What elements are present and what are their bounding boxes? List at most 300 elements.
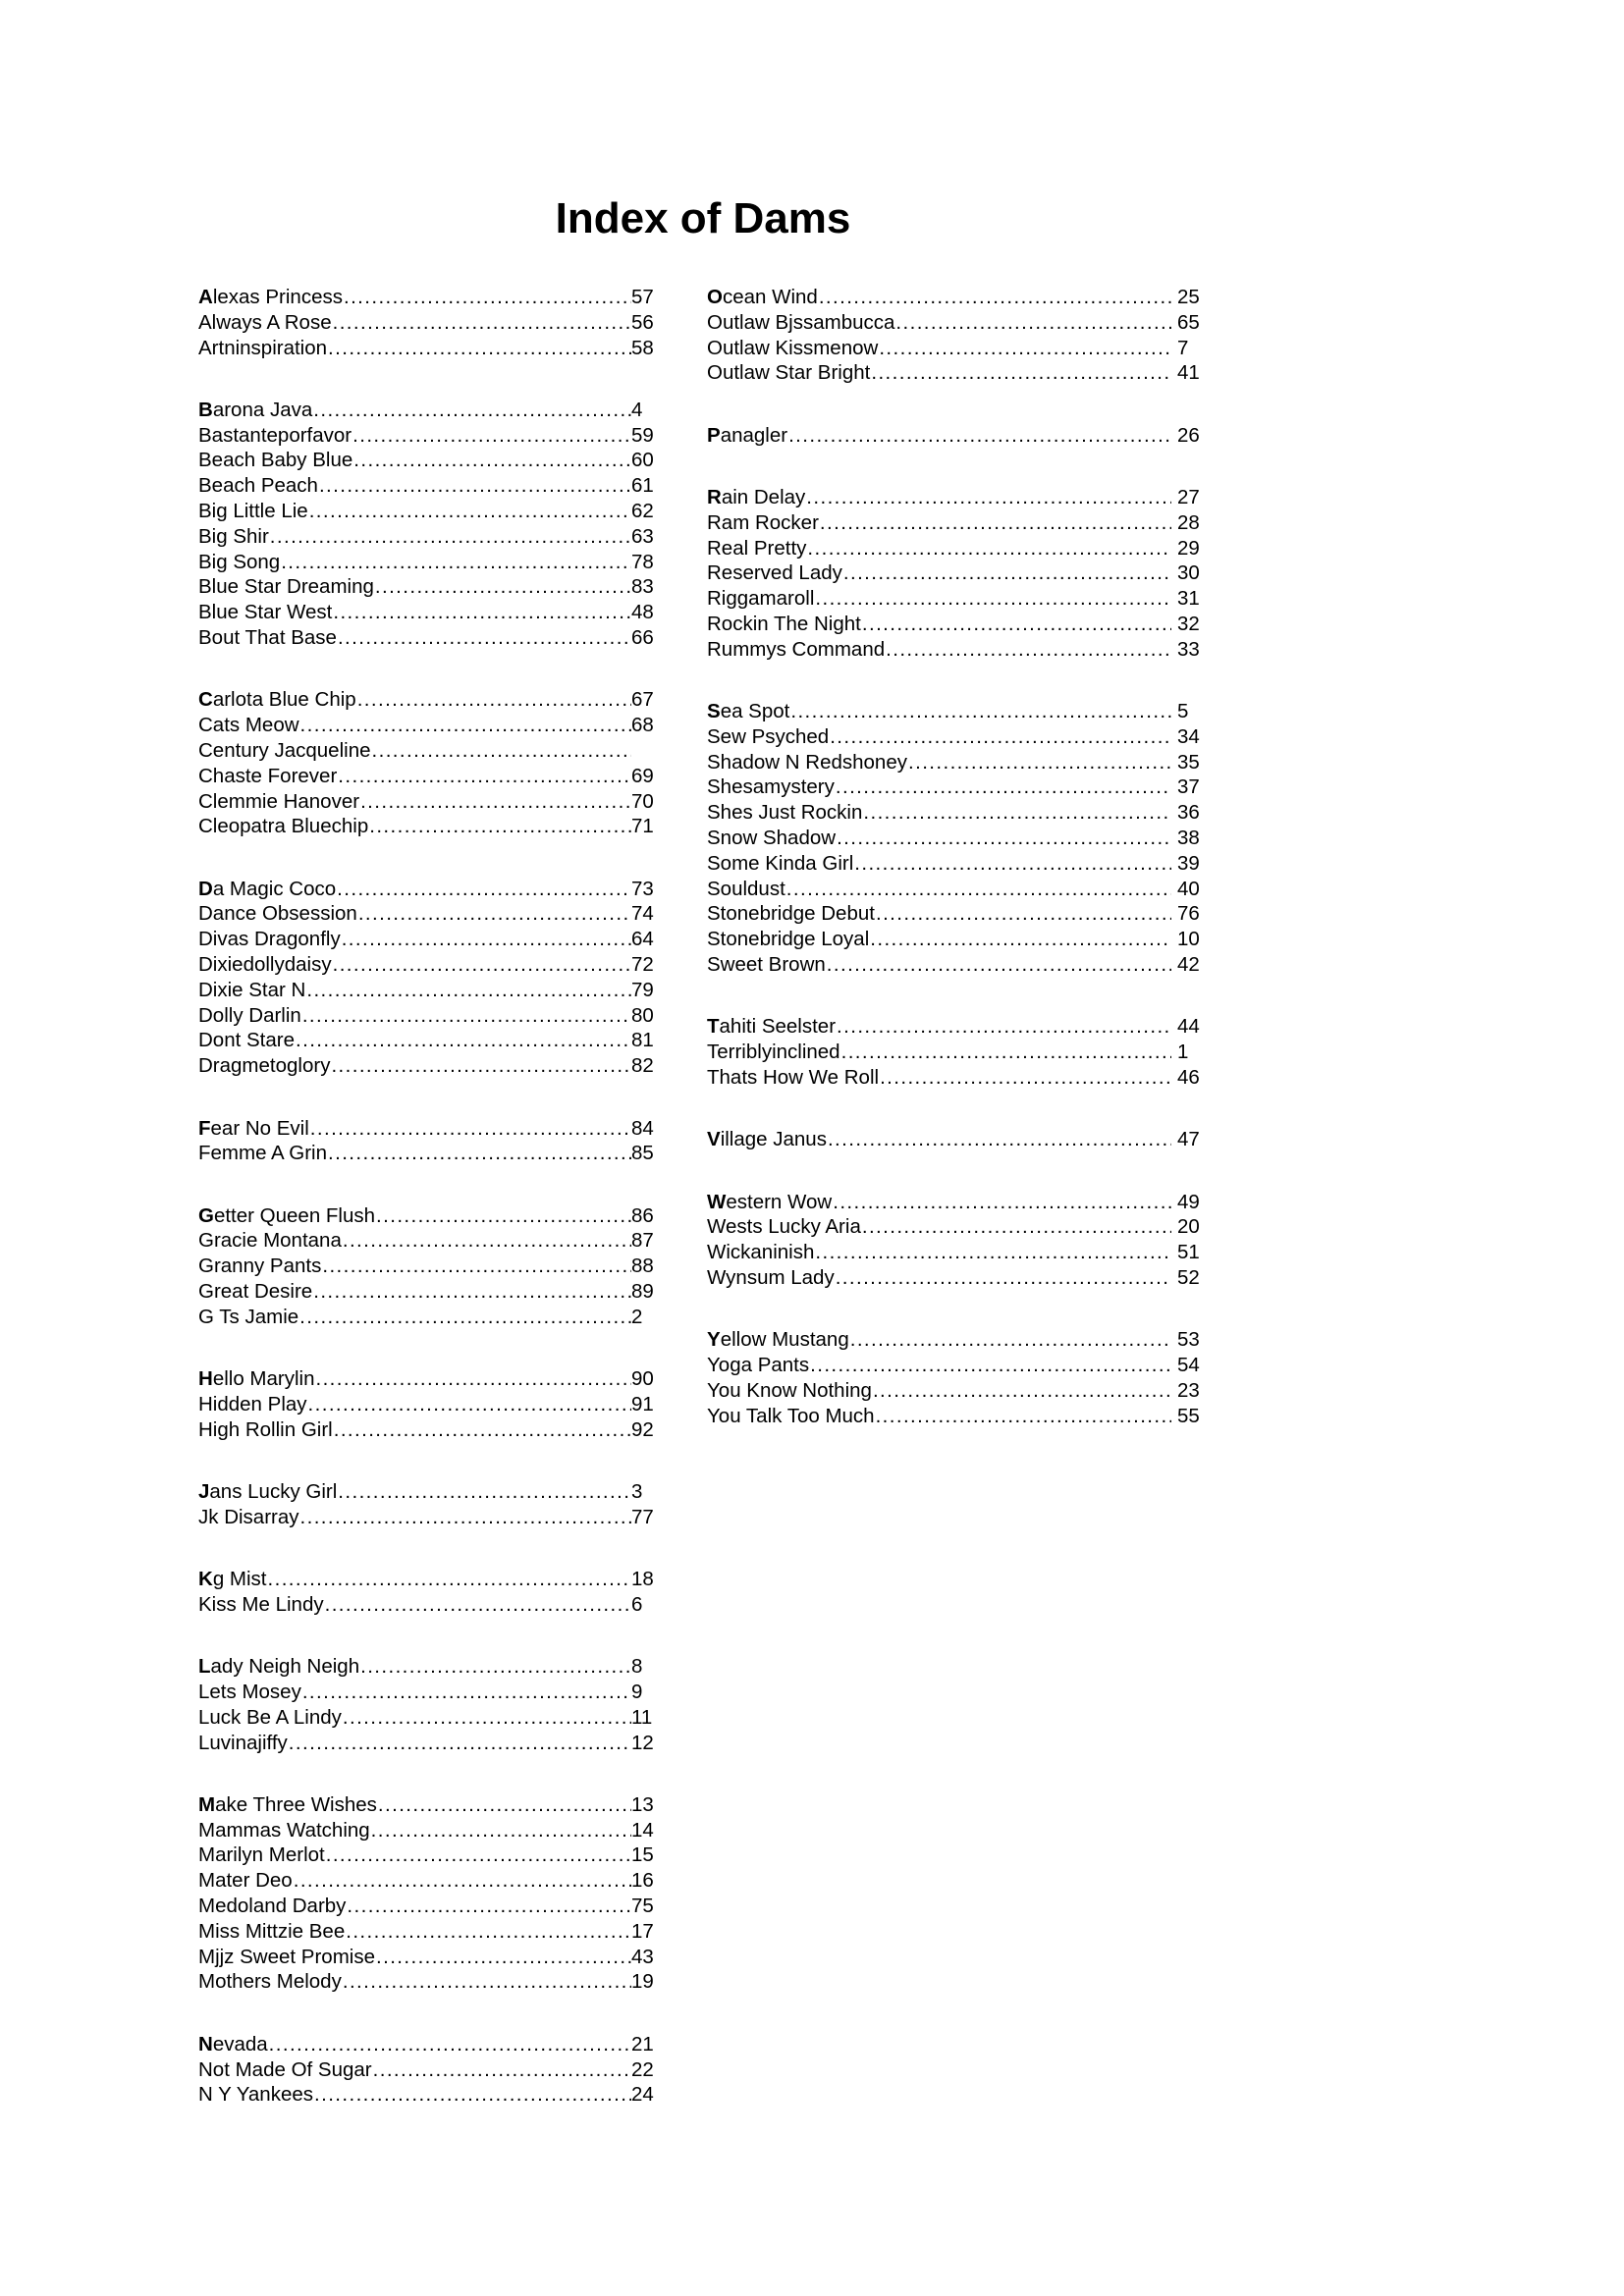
dam-name: Dolly Darlin xyxy=(198,1003,301,1027)
dam-name: Sea Spot xyxy=(707,700,790,723)
dam-name: Beach Peach xyxy=(198,474,318,498)
index-entry xyxy=(707,423,1201,449)
dam-name: Hello Marylin xyxy=(198,1367,315,1391)
page-number: 78 xyxy=(631,550,654,573)
index-entry xyxy=(198,1680,655,1705)
index-entry xyxy=(198,1417,655,1443)
dot-leader xyxy=(875,1404,1171,1429)
page-number: 18 xyxy=(631,1568,654,1591)
page-number: 3 xyxy=(631,1479,643,1503)
dam-name: Rummys Command xyxy=(707,637,886,661)
page-number: 36 xyxy=(1177,801,1200,825)
dam-name: Luvinajiffy xyxy=(198,1731,288,1754)
page-number: 17 xyxy=(631,1919,654,1943)
dam-name: Terriblyinclined xyxy=(707,1041,840,1064)
index-entry xyxy=(198,1141,655,1166)
dot-leader xyxy=(872,1378,1171,1404)
page-number: 69 xyxy=(631,764,654,787)
page-number: 7 xyxy=(1177,336,1189,359)
dam-name: Beach Baby Blue xyxy=(198,449,353,472)
index-letter-group xyxy=(707,285,1201,386)
dot-leader xyxy=(333,1417,631,1443)
dot-leader xyxy=(853,851,1171,877)
dam-name: Artninspiration xyxy=(198,336,328,359)
page-number: 32 xyxy=(1177,612,1200,635)
dam-name: Always A Rose xyxy=(198,310,332,334)
index-entry xyxy=(198,1053,655,1079)
page-number: 56 xyxy=(631,310,654,334)
page-number: 13 xyxy=(631,1792,654,1816)
dam-name: Miss Mittzie Bee xyxy=(198,1919,346,1943)
page-number: 51 xyxy=(1177,1241,1200,1264)
dam-name: Marilyn Merlot xyxy=(198,1843,325,1867)
dam-name: Rockin The Night xyxy=(707,612,861,635)
dot-leader xyxy=(835,1265,1171,1291)
index-entry xyxy=(198,423,655,449)
page-number: 79 xyxy=(631,978,654,1001)
page-number: 72 xyxy=(631,953,654,977)
dam-name: Big Little Lie xyxy=(198,500,308,523)
dot-leader xyxy=(907,750,1171,775)
dam-name: Shadow N Redshoney xyxy=(707,750,907,774)
index-entry xyxy=(198,1842,655,1868)
dot-leader xyxy=(879,1065,1171,1091)
dot-leader xyxy=(301,1003,631,1029)
dam-name: Lets Mosey xyxy=(198,1680,301,1703)
page-number: 55 xyxy=(1177,1404,1200,1427)
index-letter-group xyxy=(198,1567,655,1618)
dot-leader xyxy=(368,814,631,839)
dam-name: Outlaw Star Bright xyxy=(707,361,871,385)
page-number: 9 xyxy=(631,1680,643,1703)
page-number: 47 xyxy=(1177,1128,1200,1151)
index-entry xyxy=(198,550,655,575)
dot-leader xyxy=(293,1868,631,1894)
index-column-right xyxy=(707,285,1201,1466)
dot-leader xyxy=(298,1305,631,1330)
page-number: 29 xyxy=(1177,536,1200,560)
index-entry xyxy=(198,448,655,473)
index-entry xyxy=(707,901,1201,927)
dam-name: G Ts Jamie xyxy=(198,1305,299,1328)
dam-name: Dragmetoglory xyxy=(198,1054,331,1078)
dot-leader xyxy=(371,738,632,764)
dot-leader xyxy=(875,901,1171,927)
dam-name: Shesamystery xyxy=(707,775,835,799)
dot-leader xyxy=(814,1240,1171,1265)
dot-leader xyxy=(342,1228,631,1254)
dam-name: Dixiedollydaisy xyxy=(198,953,332,977)
page-number: 23 xyxy=(1177,1378,1200,1402)
dot-leader xyxy=(307,1392,631,1417)
dot-leader xyxy=(374,574,631,600)
index-entry xyxy=(707,851,1201,877)
page-number: 68 xyxy=(631,714,654,737)
dot-leader xyxy=(314,1366,631,1392)
index-entry xyxy=(707,1240,1201,1265)
dot-leader xyxy=(308,499,631,524)
dam-name: Stonebridge Loyal xyxy=(707,928,870,951)
dam-name: Gracie Montana xyxy=(198,1229,342,1253)
page-number: 73 xyxy=(631,877,654,900)
dam-name: Mammas Watching xyxy=(198,1818,370,1842)
page-number: 1 xyxy=(1177,1041,1189,1064)
page-number: 35 xyxy=(1177,750,1200,774)
page-number: 76 xyxy=(1177,902,1200,926)
index-entry xyxy=(707,699,1201,724)
dot-leader xyxy=(885,637,1171,663)
page-number: 87 xyxy=(631,1229,654,1253)
dot-leader xyxy=(288,1731,631,1756)
dot-leader xyxy=(336,877,631,902)
index-entry xyxy=(707,826,1201,851)
dot-leader xyxy=(332,952,631,978)
dot-leader xyxy=(312,398,631,423)
dam-name: Big Song xyxy=(198,550,281,573)
dot-leader xyxy=(836,826,1171,851)
page-number: 20 xyxy=(1177,1215,1200,1239)
page-number: 62 xyxy=(631,500,654,523)
page-number: 14 xyxy=(631,1818,654,1842)
dot-leader xyxy=(861,612,1171,637)
dam-name: Da Magic Coco xyxy=(198,877,337,900)
dam-name: Real Pretty xyxy=(707,536,807,560)
dam-name: Hidden Play xyxy=(198,1392,307,1415)
dot-leader xyxy=(299,713,631,738)
dam-name: Shes Just Rockin xyxy=(707,801,863,825)
page-number: 85 xyxy=(631,1142,654,1165)
dot-leader xyxy=(342,1969,631,1995)
page-number: 28 xyxy=(1177,510,1200,534)
index-entry xyxy=(707,561,1201,586)
dot-leader xyxy=(345,1919,631,1945)
index-entry xyxy=(198,927,655,952)
page-number: 37 xyxy=(1177,775,1200,799)
page-number: 44 xyxy=(1177,1015,1200,1039)
page-number: 88 xyxy=(631,1255,654,1278)
dam-name: Wynsum Lady xyxy=(707,1265,835,1289)
index-entry xyxy=(707,1040,1201,1065)
page-number: 43 xyxy=(631,1945,654,1968)
dot-leader xyxy=(330,1053,631,1079)
index-entry xyxy=(707,1214,1201,1240)
page-number: 34 xyxy=(1177,724,1200,748)
dam-name: Souldust xyxy=(707,877,785,900)
page-number: 4 xyxy=(631,398,643,421)
index-entry xyxy=(198,1279,655,1305)
page-number: 24 xyxy=(631,2083,654,2107)
index-entry xyxy=(198,1592,655,1618)
index-entry xyxy=(707,724,1201,750)
index-entry xyxy=(707,1327,1201,1353)
dam-name: You Talk Too Much xyxy=(707,1404,875,1427)
dam-name: Ram Rocker xyxy=(707,510,819,534)
index-entry xyxy=(707,1378,1201,1404)
page-number: 30 xyxy=(1177,561,1200,585)
dot-leader xyxy=(295,1028,631,1053)
dot-leader xyxy=(370,1818,631,1843)
index-entry xyxy=(707,1065,1201,1091)
index-entry xyxy=(198,1969,655,1995)
page-number: 80 xyxy=(631,1003,654,1027)
dot-leader xyxy=(375,1203,631,1229)
index-entry xyxy=(707,877,1201,902)
index-entry xyxy=(707,750,1201,775)
dam-name: Outlaw Kissmenow xyxy=(707,336,879,359)
dot-leader xyxy=(343,285,631,310)
index-entry xyxy=(198,1392,655,1417)
page-number: 64 xyxy=(631,928,654,951)
dot-leader xyxy=(359,789,631,815)
index-letter-group xyxy=(198,285,655,360)
dot-leader xyxy=(269,524,631,550)
page-number: 74 xyxy=(631,902,654,926)
dot-leader xyxy=(832,1190,1171,1215)
index-entry xyxy=(198,814,655,839)
dam-name: Barona Java xyxy=(198,398,313,421)
page-number: 77 xyxy=(631,1505,654,1528)
index-entry xyxy=(198,473,655,499)
index-entry xyxy=(198,687,655,713)
page-number: 42 xyxy=(1177,953,1200,977)
index-entry xyxy=(707,1014,1201,1040)
page-number: 11 xyxy=(631,1705,653,1729)
index-entry xyxy=(198,1868,655,1894)
index-entry xyxy=(198,1505,655,1530)
dam-name: Sweet Brown xyxy=(707,953,826,977)
index-entry xyxy=(198,1792,655,1818)
page-number: 52 xyxy=(1177,1265,1200,1289)
index-entry xyxy=(198,1003,655,1029)
page-number: 26 xyxy=(1177,423,1200,447)
index-entry xyxy=(198,877,655,902)
dam-name: Fear No Evil xyxy=(198,1116,309,1140)
dam-name: Yoga Pants xyxy=(707,1354,810,1376)
page-number: 82 xyxy=(631,1054,654,1078)
index-letter-group xyxy=(707,423,1201,449)
dam-name: Ocean Wind xyxy=(707,286,818,308)
dot-leader xyxy=(357,901,631,927)
page-number: 22 xyxy=(631,2057,654,2081)
page-number: 39 xyxy=(1177,851,1200,875)
dam-name: Cats Meow xyxy=(198,714,299,737)
index-letter-group xyxy=(198,1479,655,1530)
index-entry xyxy=(198,1366,655,1392)
index-entry xyxy=(198,1305,655,1330)
index-entry xyxy=(707,510,1201,536)
index-entry xyxy=(198,574,655,600)
index-entry xyxy=(198,310,655,336)
dam-name: Blue Star West xyxy=(198,601,333,624)
page-number: 33 xyxy=(1177,637,1200,661)
dot-leader xyxy=(359,1654,631,1680)
page-title: Index of Dams xyxy=(555,194,851,242)
index-entry xyxy=(198,1894,655,1919)
page-number: 86 xyxy=(631,1203,654,1227)
dot-leader xyxy=(280,550,631,575)
page-number: 89 xyxy=(631,1280,654,1303)
index-letter-group xyxy=(707,1014,1201,1090)
page-number: 58 xyxy=(631,336,654,359)
dam-name: High Rollin Girl xyxy=(198,1417,333,1441)
dot-leader xyxy=(869,927,1171,952)
index-entry xyxy=(198,1945,655,1970)
page-number: 53 xyxy=(1177,1328,1200,1352)
index-entry xyxy=(707,800,1201,826)
page-number: 38 xyxy=(1177,827,1200,850)
dam-name: Wests Lucky Aria xyxy=(707,1215,861,1239)
dot-leader xyxy=(268,2032,631,2057)
dot-leader xyxy=(301,1680,631,1705)
page-number: 65 xyxy=(1177,310,1200,334)
index-column-left xyxy=(198,285,655,2145)
index-entry xyxy=(198,1203,655,1229)
index-entry xyxy=(707,637,1201,663)
dot-leader xyxy=(332,310,631,336)
dot-leader xyxy=(352,423,631,449)
dot-leader xyxy=(299,1505,631,1530)
dot-leader xyxy=(312,1279,631,1305)
index-entry xyxy=(707,1127,1201,1152)
index-entry xyxy=(198,2057,655,2083)
dot-leader xyxy=(321,1254,631,1279)
page-number: 81 xyxy=(631,1029,654,1052)
dot-leader xyxy=(267,1567,632,1592)
dot-leader xyxy=(327,336,631,361)
index-letter-group xyxy=(198,687,655,839)
dot-leader xyxy=(327,1141,631,1166)
index-entry xyxy=(707,1404,1201,1429)
dam-name: Clemmie Hanover xyxy=(198,789,360,813)
dot-leader xyxy=(341,927,631,952)
page-number: 61 xyxy=(631,474,654,498)
dam-name: Snow Shadow xyxy=(707,827,837,850)
dot-leader xyxy=(835,774,1171,800)
index-entry xyxy=(198,1479,655,1505)
dot-leader xyxy=(814,586,1171,612)
dam-name: Chaste Forever xyxy=(198,764,338,787)
dam-name: Dixie Star N xyxy=(198,978,306,1001)
index-entry xyxy=(198,764,655,789)
dot-leader xyxy=(878,336,1171,361)
page-number: 19 xyxy=(631,1970,654,1994)
dam-name: Mjjz Sweet Promise xyxy=(198,1945,375,1968)
dam-name: Century Jacqueline xyxy=(198,738,371,762)
index-entry xyxy=(198,1818,655,1843)
index-letter-group xyxy=(198,1792,655,1995)
dam-name: Dont Stare xyxy=(198,1029,295,1052)
index-letter-group xyxy=(198,877,655,1079)
page-number: 6 xyxy=(631,1592,643,1616)
page-number: 16 xyxy=(631,1869,654,1893)
page-number: 92 xyxy=(631,1417,654,1441)
page-number: 41 xyxy=(1177,361,1200,385)
index-entry xyxy=(198,1731,655,1756)
index-entry xyxy=(198,1228,655,1254)
dot-leader xyxy=(337,625,631,651)
dam-name: Blue Star Dreaming xyxy=(198,575,374,599)
index-entry xyxy=(707,1265,1201,1291)
dot-leader xyxy=(305,978,631,1003)
dot-leader xyxy=(849,1327,1171,1353)
index-entry xyxy=(198,1028,655,1053)
index-entry xyxy=(707,952,1201,978)
dot-leader xyxy=(332,600,631,625)
dot-leader xyxy=(325,1842,631,1868)
dam-name: Wickaninish xyxy=(707,1241,815,1264)
dot-leader xyxy=(787,423,1171,449)
dot-leader xyxy=(862,800,1171,826)
index-letter-group xyxy=(707,699,1201,978)
dam-name: Bastanteporfavor xyxy=(198,423,352,447)
index-entry xyxy=(707,485,1201,510)
index-entry xyxy=(198,499,655,524)
page-number: 31 xyxy=(1177,587,1200,611)
index-letter-group xyxy=(198,1654,655,1755)
dam-name: Some Kinda Girl xyxy=(707,851,854,875)
index-entry xyxy=(198,1567,655,1592)
page-number: 83 xyxy=(631,575,654,599)
dot-leader xyxy=(342,1705,631,1731)
page-number: 90 xyxy=(631,1367,654,1391)
page-number: 60 xyxy=(631,449,654,472)
page-number: 75 xyxy=(631,1895,654,1918)
page-number: 5 xyxy=(1177,700,1189,723)
index-entry xyxy=(198,285,655,310)
page-number: 71 xyxy=(631,815,654,838)
index-entry xyxy=(707,1353,1201,1378)
dam-name: Great Desire xyxy=(198,1280,313,1303)
page-number: 84 xyxy=(631,1116,654,1140)
index-entry xyxy=(198,713,655,738)
dot-leader xyxy=(356,687,631,713)
dam-name: Riggamaroll xyxy=(707,587,815,611)
index-entry xyxy=(198,1116,655,1142)
index-letter-group xyxy=(707,1127,1201,1152)
dam-name: Kg Mist xyxy=(198,1568,267,1591)
dot-leader xyxy=(809,1353,1171,1378)
index-entry xyxy=(198,2032,655,2057)
dam-name: You Know Nothing xyxy=(707,1378,872,1402)
page-number: 40 xyxy=(1177,877,1200,900)
index-entry xyxy=(198,952,655,978)
dam-name: Jans Lucky Girl xyxy=(198,1479,338,1503)
index-entry xyxy=(198,1705,655,1731)
dot-leader xyxy=(309,1116,631,1142)
dam-name: Medoland Darby xyxy=(198,1895,347,1918)
dam-name: Mater Deo xyxy=(198,1869,293,1893)
index-letter-group xyxy=(707,485,1201,663)
dam-name: Tahiti Seelster xyxy=(707,1015,837,1039)
dot-leader xyxy=(806,536,1171,561)
page-number: 12 xyxy=(631,1731,654,1754)
dot-leader xyxy=(337,764,631,789)
dam-name: Thats How We Roll xyxy=(707,1065,880,1089)
page-number: 91 xyxy=(631,1392,654,1415)
dam-name: Western Wow xyxy=(707,1190,833,1213)
dot-leader xyxy=(819,510,1171,536)
index-entry xyxy=(198,1254,655,1279)
page-number: 57 xyxy=(631,286,654,308)
dot-leader xyxy=(870,360,1171,386)
index-entry xyxy=(707,310,1201,336)
page-number: 70 xyxy=(631,789,654,813)
index-entry xyxy=(707,536,1201,561)
dam-name: Sew Psyched xyxy=(707,724,830,748)
page-number: 27 xyxy=(1177,485,1200,508)
dot-leader xyxy=(861,1214,1171,1240)
dam-name: Bout That Base xyxy=(198,626,337,650)
